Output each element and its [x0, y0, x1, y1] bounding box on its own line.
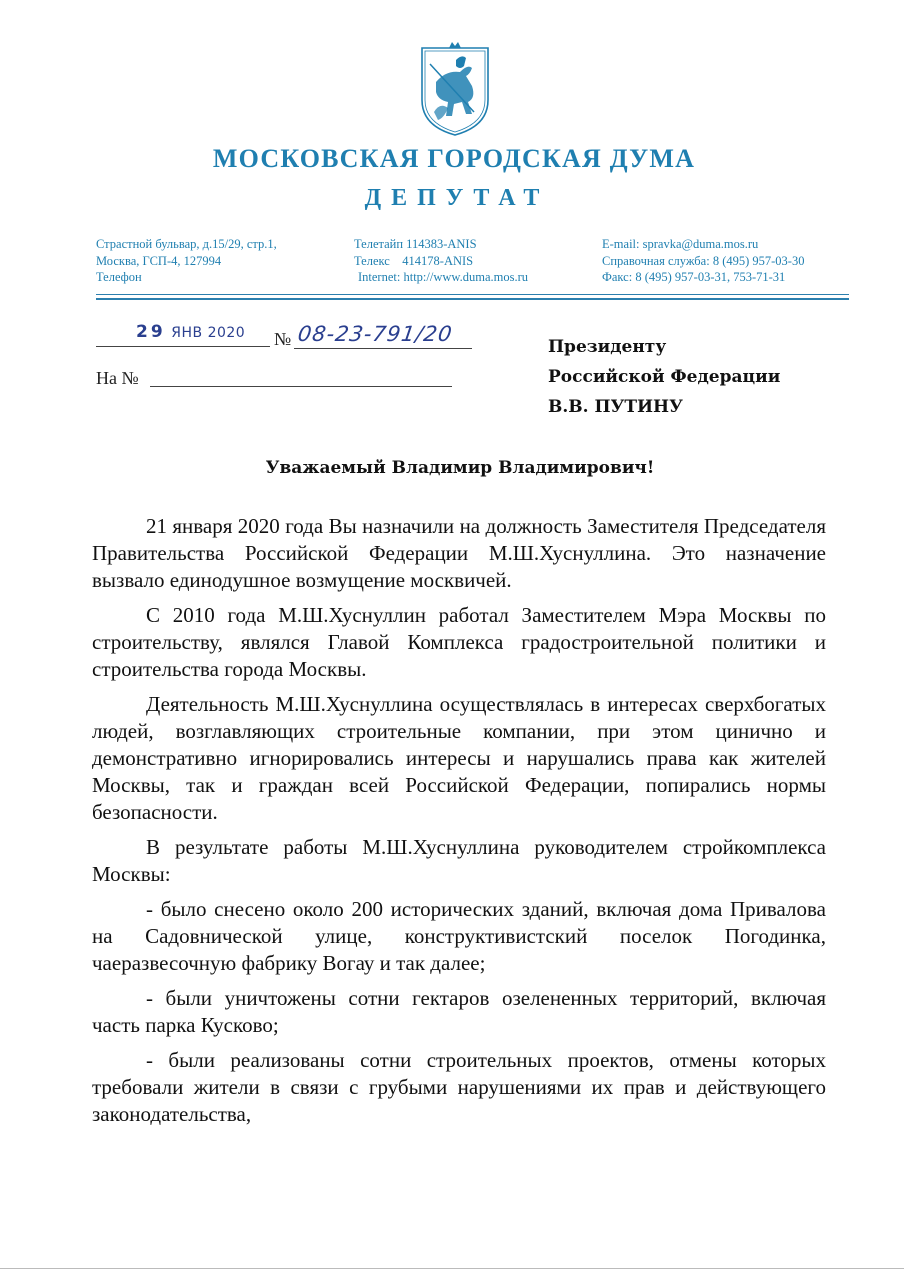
date-day: 29: [136, 322, 166, 342]
telex-line: Телекс 414178-ANIS: [354, 253, 474, 268]
paragraph: В результате работы М.Ш.Хуснуллина руководителем стройкомплекса Москвы:: [92, 835, 826, 886]
date-stamp: [136, 322, 245, 342]
letter-body: [92, 513, 826, 1136]
number-underline: [294, 348, 472, 349]
address-block: [96, 236, 277, 286]
address-line: Телефон: [96, 270, 142, 284]
fax-line: Факс: 8 (495) 957-03-31, 753-71-31: [602, 270, 786, 284]
paragraph: Деятельность М.Ш.Хуснуллина осуществлялась в интересах сверхбогатых людей, возглавляющих строительные компании, при этом цинично и демонстративно игнорировались интересы и нарушались права как жителей Москвы, так и граждан всей Российской Федерации, попирались нормы безопасности.: [92, 692, 826, 824]
addressee-line: Российской Федерации: [548, 367, 781, 387]
address-line: Страстной бульвар, д.15/29, стр.1,: [96, 237, 277, 251]
page-bottom-edge: [0, 1268, 904, 1269]
reply-underline: [150, 386, 452, 387]
help-desk-line: Справочная служба: 8 (495) 957-03-30: [602, 253, 805, 268]
service-block: [602, 236, 804, 286]
paragraph: С 2010 года М.Ш.Хуснуллин работал Заместителем Мэра Москвы по строительству, являлся Главой Комплекса градостроительной политики и строительства города Москвы.: [92, 603, 826, 681]
date-underline: [96, 346, 270, 347]
paragraph: 21 января 2020 года Вы назначили на должность Заместителя Председателя Правительства Российской Федерации М.Ш.Хуснуллина. Это назначение вызвало единодушное возмущение москвичей.: [92, 514, 826, 592]
deputy-title: ДЕПУТАТ: [364, 185, 550, 211]
addressee-block: [548, 332, 780, 422]
teletype-line: Телетайп 114383-ANIS: [354, 237, 477, 251]
date-month-year: ЯНВ 2020: [171, 325, 246, 341]
addressee-line: В.В. ПУТИНУ: [548, 397, 683, 417]
registration-number: 08-23-791/20: [296, 322, 455, 346]
letterhead-divider: [96, 294, 849, 295]
addressee-line: Президенту: [548, 337, 667, 357]
internet-line: Internet: http://www.duma.mos.ru: [358, 270, 528, 284]
reply-label: На №: [96, 368, 139, 388]
list-item: - были реализованы сотни строительных проектов, отмены которых требовали жители в связи с грубыми нарушениями их прав и действующего законодательства,: [92, 1048, 826, 1126]
salutation: Уважаемый Владимир Владимирович!: [265, 458, 655, 478]
letterhead-divider-thick: [96, 298, 849, 300]
list-item: - были уничтожены сотни гектаров озелененных территорий, включая часть парка Кусково;: [92, 986, 826, 1037]
address-line: Москва, ГСП-4, 127994: [96, 253, 222, 268]
number-label: №: [274, 329, 292, 349]
list-item: - было снесено около 200 исторических зданий, включая дома Привалова на Садовнической улице, конструктивистский поселок Погодинка, чаеразвесочную фабрику Вогау и так далее;: [92, 897, 826, 975]
telecom-block: [354, 236, 528, 286]
email-line: E-mail: spravka@duma.mos.ru: [602, 237, 759, 251]
organization-title: МОСКОВСКАЯ ГОРОДСКАЯ ДУМА: [212, 144, 696, 173]
moscow-coat-of-arms-icon: [416, 42, 494, 138]
